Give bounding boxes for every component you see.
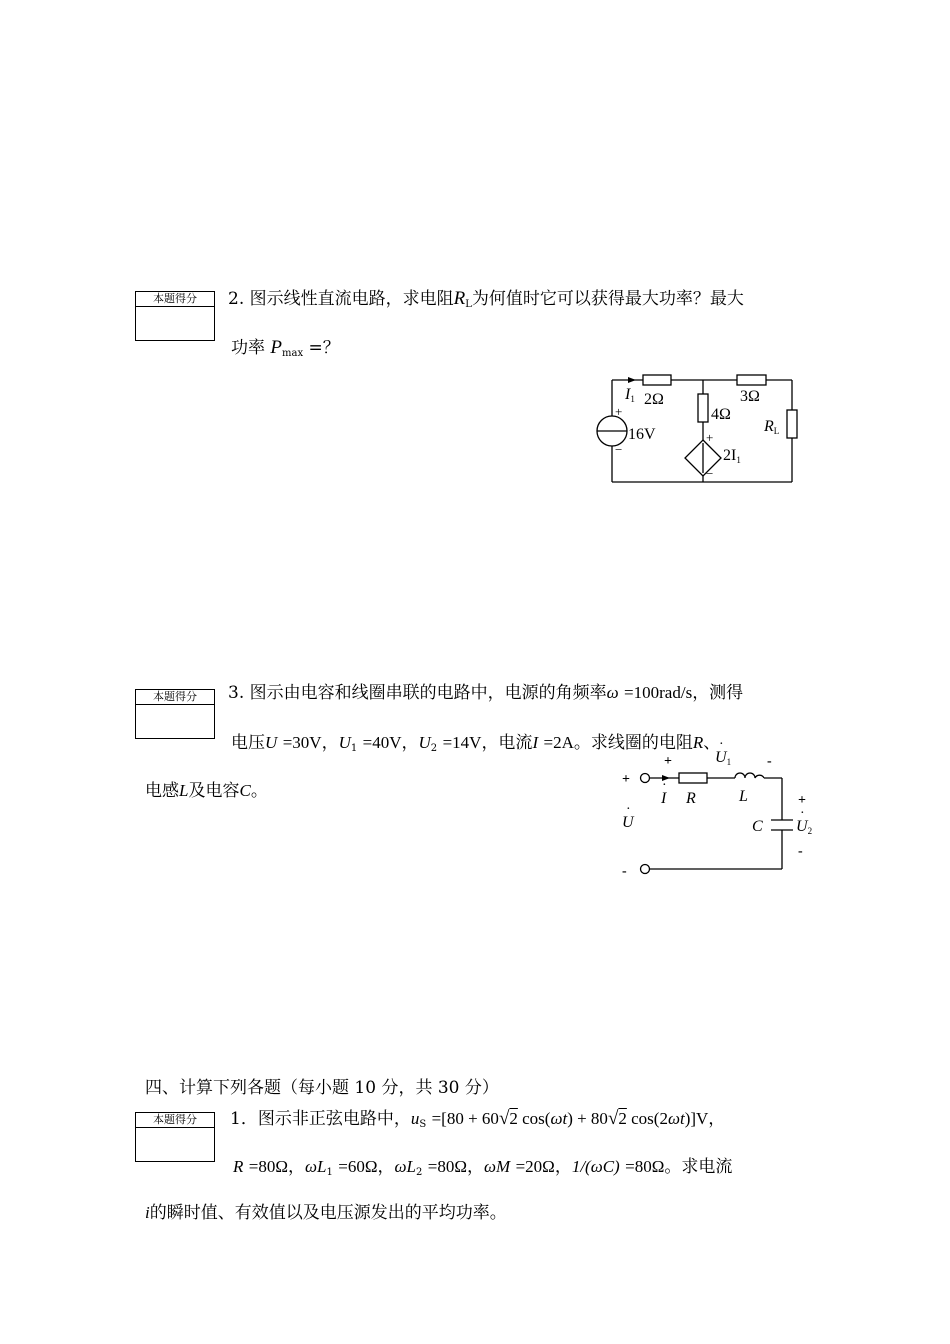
- rl-symbol: R: [453, 288, 466, 309]
- q3-line1: [228, 678, 743, 703]
- sqrt-arg: 2: [618, 1109, 627, 1128]
- u2-value: =14V: [442, 733, 482, 752]
- u-symbol: U: [265, 733, 278, 752]
- formula-part: cos(2: [631, 1109, 668, 1128]
- label-16v: 16V: [628, 426, 656, 443]
- param-sub: 1: [326, 1167, 333, 1178]
- resistor-2ohm: [643, 375, 671, 385]
- q3-inductance-label: 电感: [145, 781, 179, 801]
- terminal-plus: +: [622, 772, 630, 787]
- source-minus: −: [615, 442, 623, 457]
- score-box-label: 本题得分: [136, 292, 214, 307]
- dep-minus: −: [706, 466, 714, 481]
- us-formula: [432, 1109, 709, 1128]
- phasor-dot: ·: [719, 737, 724, 752]
- i-symbol: i: [145, 1203, 150, 1222]
- param-wm: ωM: [484, 1157, 511, 1176]
- param-wm-value: =20Ω: [515, 1157, 555, 1176]
- param-wl2-value: =80Ω: [427, 1157, 467, 1176]
- source-plus: +: [615, 404, 623, 419]
- resistor-rl: [787, 410, 797, 438]
- separator: ，: [321, 733, 339, 753]
- q3-text-cont: ，测得: [692, 683, 744, 703]
- score-box-label: 本题得分: [136, 690, 214, 705]
- param-r: R: [233, 1157, 244, 1176]
- i-symbol: I: [532, 733, 539, 752]
- separator: ，: [401, 733, 419, 753]
- i-value: =2A: [543, 733, 574, 752]
- score-box-q3[interactable]: [135, 689, 215, 739]
- label-r: R: [686, 790, 696, 807]
- rl-sub: L: [465, 299, 472, 310]
- q2-line2: [231, 333, 340, 359]
- param-sub: 2: [415, 1167, 423, 1178]
- sqrt-icon: √: [607, 1108, 619, 1129]
- omega-symbol: ω: [606, 683, 619, 702]
- q2-line1: [228, 284, 744, 310]
- pmax-sub: max: [282, 348, 304, 359]
- inductor-icon: [735, 773, 764, 778]
- l-symbol: L: [179, 781, 189, 800]
- r-symbol: R: [692, 733, 704, 752]
- formula-part: ) + 80: [567, 1109, 608, 1128]
- q3-voltage-label: 电压: [231, 733, 265, 753]
- q2-text: 2. 图示线性直流电路，求电阻: [228, 289, 454, 309]
- u1-minus: -: [767, 754, 772, 769]
- c-symbol: C: [239, 781, 251, 800]
- score-box-q2[interactable]: [135, 291, 215, 341]
- pmax-symbol: P: [270, 337, 283, 358]
- param-wc-value: =80Ω: [625, 1157, 665, 1176]
- phasor-dot: ·: [800, 806, 805, 821]
- param-wl1-value: =60Ω: [338, 1157, 378, 1176]
- q2-text-cont: 为何值时它可以获得最大功率？最大: [471, 289, 744, 309]
- s4q1-line3: [145, 1198, 507, 1223]
- phasor-dot: ·: [626, 802, 631, 817]
- label-u2: U2: [796, 818, 813, 836]
- score-box-s4q1[interactable]: [135, 1112, 215, 1162]
- omega-t: ωt: [667, 1109, 685, 1128]
- label-2i1: 2I1: [723, 447, 741, 465]
- score-box-label: 本题得分: [136, 1113, 214, 1128]
- u2-symbol: U: [418, 733, 431, 752]
- resistor-4ohm: [698, 394, 708, 422]
- formula-part: =[80 + 60: [431, 1109, 499, 1128]
- u1-sub: 1: [350, 743, 358, 754]
- label-3ohm: 3Ω: [740, 388, 760, 405]
- resistor-3ohm: [737, 375, 766, 385]
- label-u: U: [622, 814, 634, 831]
- separator: ，: [554, 1157, 572, 1177]
- separator: ，: [708, 1109, 726, 1129]
- label-i1: I1: [625, 386, 635, 404]
- terminal-bottom-icon: [641, 865, 650, 874]
- u2-sub: 2: [430, 743, 438, 754]
- s4q1-question: 。求电流: [664, 1157, 733, 1177]
- current-arrow-icon: [628, 377, 636, 383]
- s4q1-line2: [233, 1152, 732, 1178]
- label-l: L: [739, 788, 748, 805]
- section4-heading: 四、计算下列各题（每小题 10 分，共 30 分）: [145, 1078, 499, 1098]
- separator: ，: [288, 1157, 306, 1177]
- q3-question: 。求线圈的电阻: [573, 733, 693, 753]
- us-sub: S: [419, 1119, 427, 1130]
- phasor-dot: ·: [662, 778, 667, 793]
- terminal-top-icon: [641, 774, 650, 783]
- label-4ohm: 4Ω: [711, 406, 731, 423]
- u1-value: =40V: [362, 733, 402, 752]
- q3-text: 3. 图示由电容和线圈串联的电路中，电源的角频率: [228, 683, 607, 703]
- us-symbol: u: [410, 1109, 420, 1128]
- label-c: C: [752, 818, 763, 835]
- separator: 、: [703, 733, 721, 753]
- q3-current-label: ，电流: [481, 733, 533, 753]
- dep-plus: +: [706, 430, 714, 445]
- u-value: =30V: [282, 733, 322, 752]
- formula-part: )]V: [684, 1109, 709, 1128]
- param-wl2: ωL: [394, 1157, 416, 1176]
- param-wl1: ωL: [305, 1157, 327, 1176]
- u2-minus: -: [798, 844, 803, 859]
- param-wc: 1/(ωC): [571, 1157, 620, 1176]
- label-i: I: [661, 790, 667, 807]
- pmax-eq: =？: [308, 338, 340, 358]
- q3-line3: [145, 776, 268, 801]
- omega-t: ωt: [550, 1109, 568, 1128]
- sqrt-icon: √: [498, 1108, 510, 1129]
- label-rl: RL: [764, 418, 780, 436]
- label-u1: U1: [715, 749, 732, 767]
- separator: ，: [377, 1157, 395, 1177]
- label-2ohm: 2Ω: [644, 391, 664, 408]
- period: 。: [250, 781, 268, 801]
- formula-part: cos(: [522, 1109, 551, 1128]
- q2-circuit-diagram: [590, 368, 810, 493]
- resistor-r: [679, 773, 707, 783]
- param-r-value: =80Ω: [248, 1157, 289, 1176]
- q3-capacitance-label: 及电容: [188, 781, 240, 801]
- terminal-minus: -: [622, 864, 627, 879]
- q2-power-label: 功率: [231, 338, 265, 358]
- separator: ，: [467, 1157, 484, 1177]
- sqrt-arg: 2: [509, 1109, 518, 1128]
- u1-symbol: U: [338, 733, 351, 752]
- omega-value: =100rad/s: [624, 683, 693, 702]
- u2-plus: +: [798, 793, 806, 808]
- s4q1-text: 1．图示非正弦电路中，: [230, 1109, 411, 1129]
- s4q1-line1: [230, 1104, 725, 1130]
- s4q1-question-cont: 的瞬时值、有效值以及电压源发出的平均功率。: [149, 1203, 507, 1223]
- u1-plus: +: [664, 754, 672, 769]
